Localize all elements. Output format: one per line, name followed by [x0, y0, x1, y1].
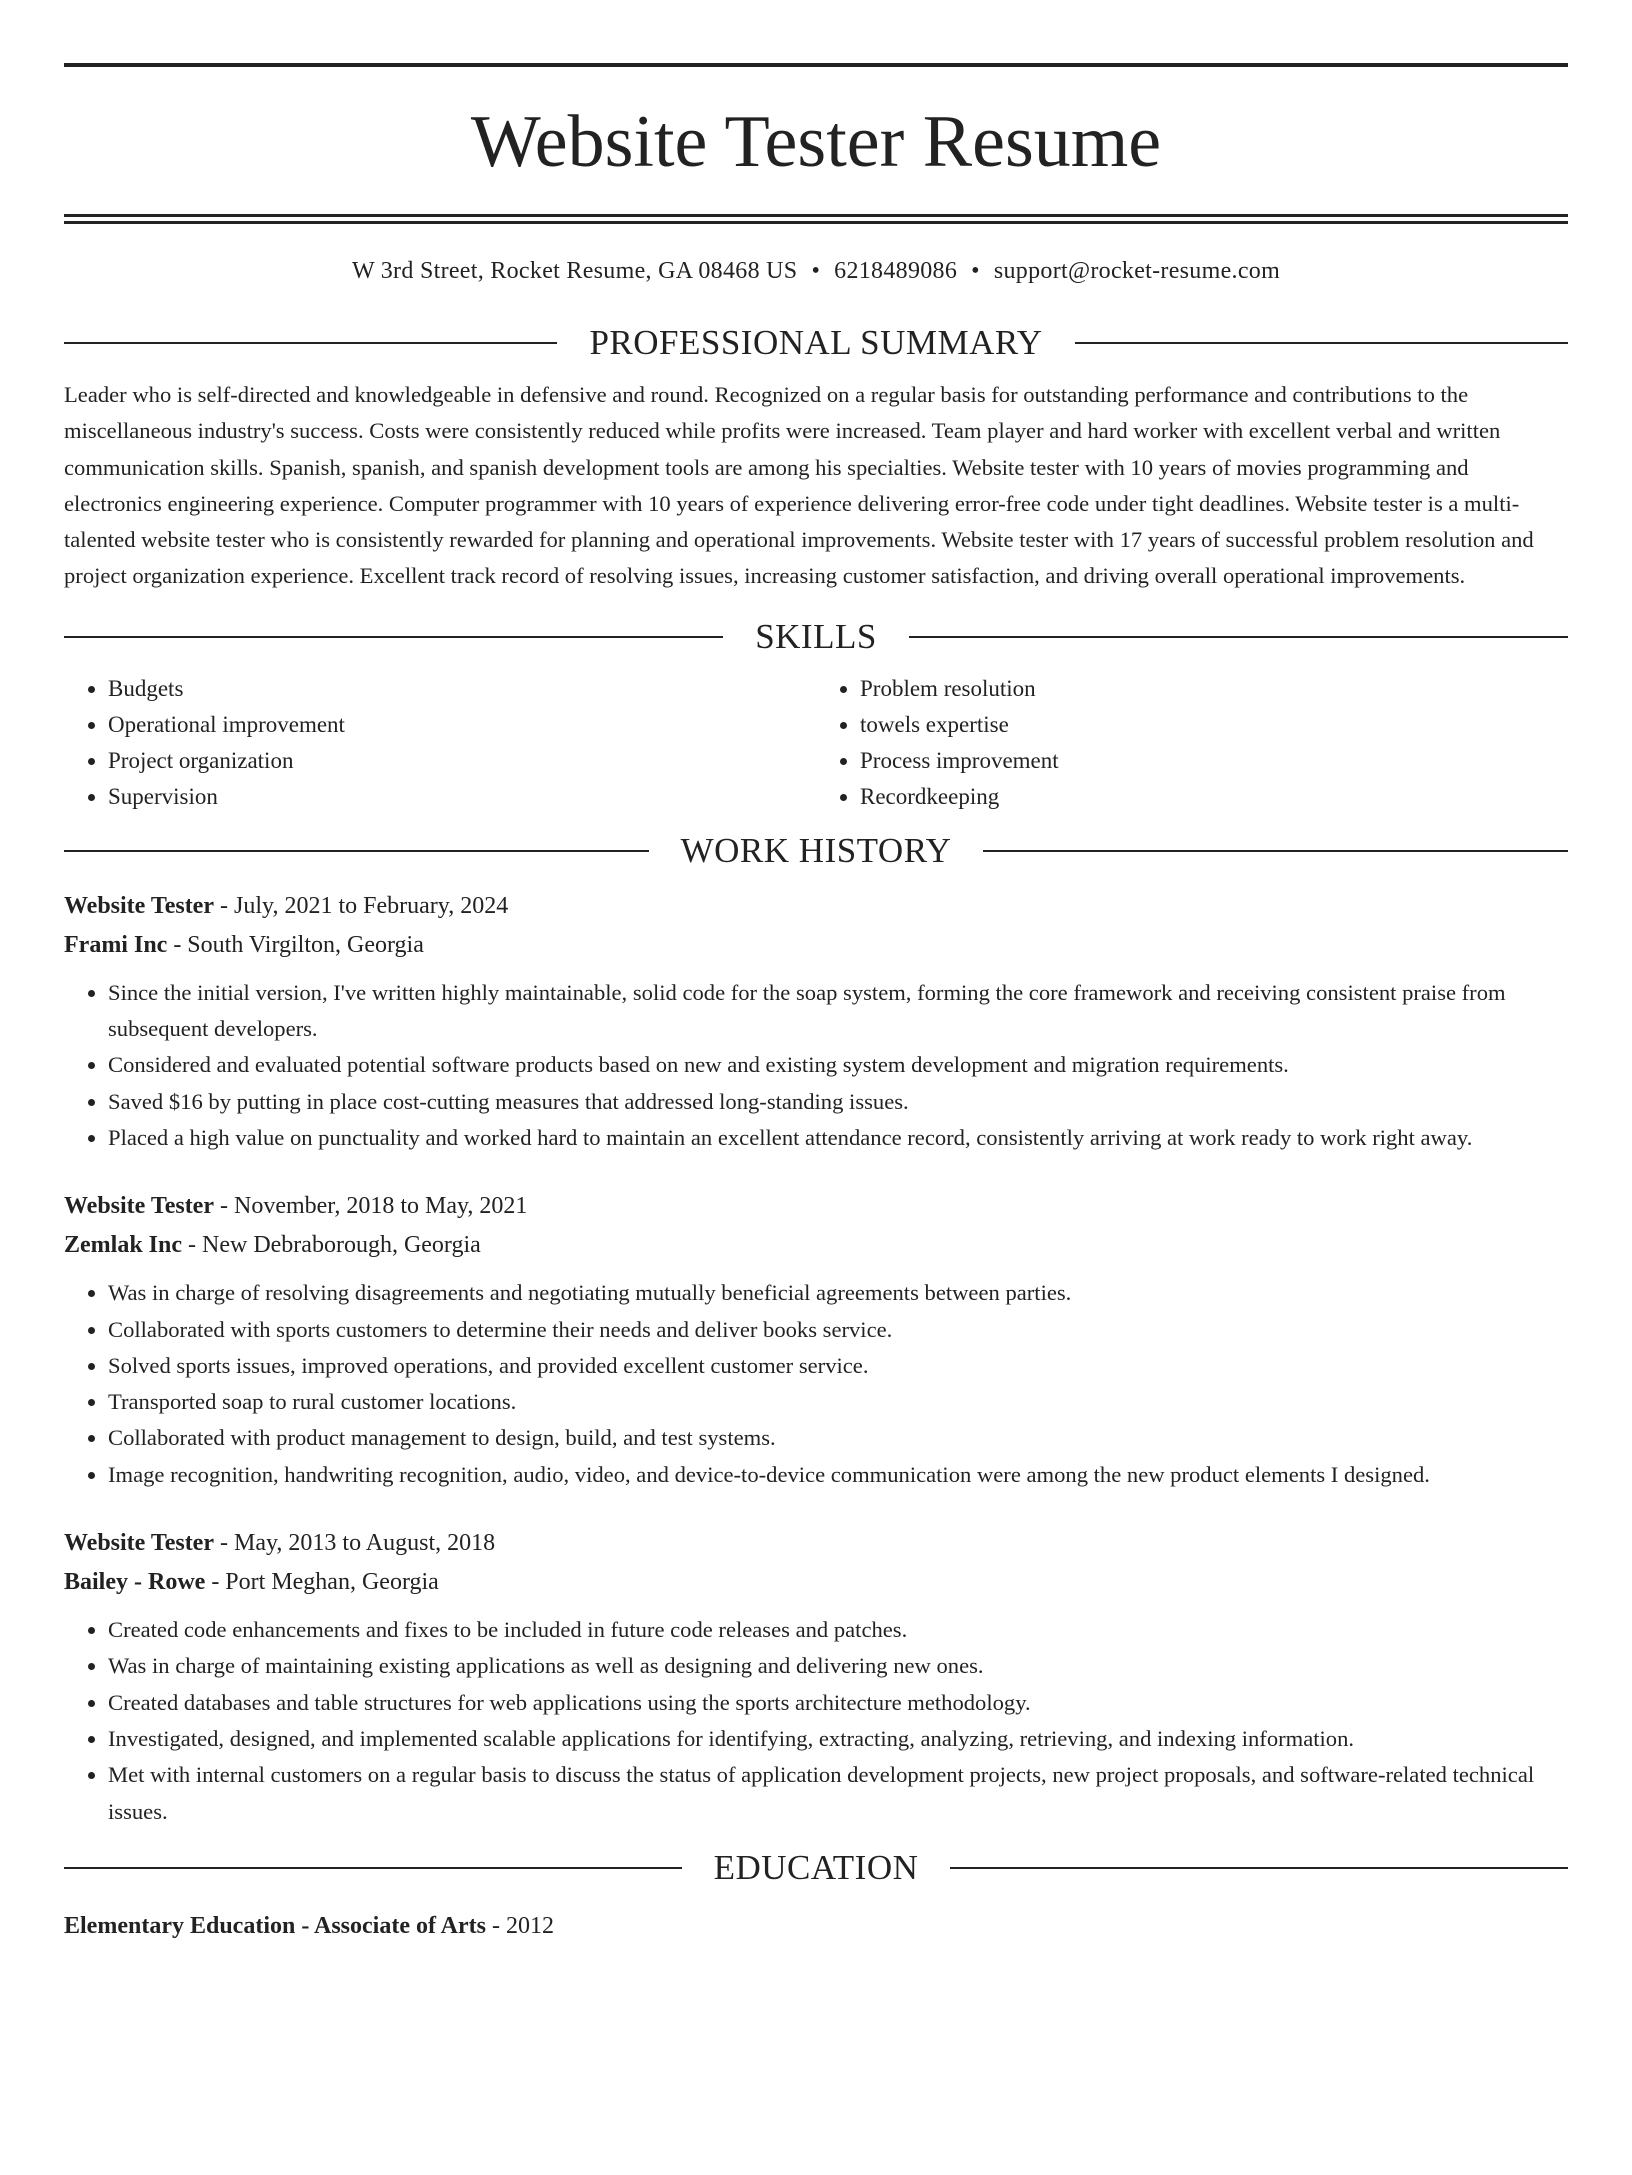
education-entry [64, 1908, 1568, 1944]
skill-item: • Process improvement [860, 743, 1568, 779]
page-title: Website Tester Resume [470, 101, 1162, 183]
section-header-work [64, 831, 1568, 871]
contact-separator: • [971, 258, 980, 284]
section-rule-right [1075, 342, 1568, 344]
job-location: - New Debraborough, Georgia [182, 1232, 481, 1259]
contact-phone: 6218489086 [834, 258, 958, 284]
resume-page [0, 63, 1632, 2175]
skills-list [64, 671, 1568, 815]
job-bullet: • Solved sports issues, improved operations, and provided excellent customer service. [108, 1348, 1568, 1384]
job-dates: - July, 2021 to February, 2024 [214, 892, 509, 919]
skill-item: • Project organization [108, 743, 816, 779]
job-role: Website Tester [64, 1193, 214, 1220]
section-header-summary [64, 323, 1568, 363]
job-location: - Port Meghan, Georgia [205, 1569, 439, 1596]
job-company: Frami Inc [64, 931, 168, 958]
contact-address: W 3rd Street, Rocket Resume, GA 08468 US [351, 258, 798, 284]
section-rule-right [909, 636, 1568, 638]
skill-item: • towels expertise [860, 707, 1568, 743]
education-degree: Elementary Education - Associate of Arts [64, 1912, 486, 1939]
section-header-skills [64, 617, 1568, 657]
title-double-rule [64, 214, 1568, 224]
job-bullets [64, 1612, 1568, 1830]
job-entry [64, 1524, 1568, 1830]
job-bullet: • Considered and evaluated potential software products based on new and existing system development and migration requirements. [108, 1047, 1568, 1083]
job-bullet: • Was in charge of resolving disagreements and negotiating mutually beneficial agreements between parties. [108, 1275, 1568, 1311]
job-company: Zemlak Inc [64, 1232, 183, 1259]
job-bullet: • Was in charge of maintaining existing applications as well as designing and delivering new ones. [108, 1648, 1568, 1684]
section-rule-left [64, 1867, 682, 1869]
top-rule [64, 63, 1568, 67]
skill-item: • Operational improvement [108, 707, 816, 743]
section-title-summary: PROFESSIONAL SUMMARY [589, 323, 1043, 362]
job-bullet: • Saved $16 by putting in place cost-cutting measures that addressed long-standing issues. [108, 1084, 1568, 1120]
job-bullet: • Collaborated with sports customers to determine their needs and deliver books service. [108, 1312, 1568, 1348]
section-rule-left [64, 636, 723, 638]
job-company-line [64, 1226, 1568, 1265]
job-bullets [64, 1275, 1568, 1493]
professional-summary-text: Leader who is self-directed and knowledgeable in defensive and round. Recognized on a regular basis for outstanding performance and contributions to the miscellaneous industry's success. Costs were consistently reduced while profits were increased. Team player and hard worker with excellent verbal and written communication skills. Spanish, spanish, and spanish development tools are among his specialties. Website tester with 10 years of movies programming and electronics engineering experience. Computer programmer with 10 years of experience delivering error-free code under tight deadlines. Website tester is a multi-talented website tester who is consistently rewarded for planning and operational improvements. Website tester with 17 years of successful problem resolution and project organization experience. Excellent track record of resolving issues, increasing customer satisfaction, and driving overall operational improvements. [64, 382, 1534, 589]
job-bullets [64, 975, 1568, 1156]
job-bullet: • Created code enhancements and fixes to be included in future code releases and patches. [108, 1612, 1568, 1648]
contact-line [64, 256, 1568, 286]
education-year: - 2012 [485, 1912, 554, 1939]
job-location: - South Virgilton, Georgia [167, 931, 424, 958]
job-bullet: • Met with internal customers on a regular basis to discuss the status of application development projects, new project proposals, and software-related technical issues. [108, 1757, 1568, 1830]
skill-item: • Recordkeeping [860, 779, 1568, 815]
job-bullet: • Investigated, designed, and implemented scalable applications for identifying, extracting, analyzing, retrieving, and indexing information. [108, 1721, 1568, 1757]
job-title-line [64, 887, 1568, 926]
job-bullet: • Created databases and table structures for web applications using the sports architecture methodology. [108, 1685, 1568, 1721]
skills-column-right [816, 671, 1568, 815]
contact-separator: • [811, 258, 821, 284]
skill-item: • Budgets [108, 671, 816, 707]
job-bullet: • Transported soap to rural customer locations. [108, 1384, 1568, 1420]
job-entry [64, 1187, 1568, 1493]
section-rule-left [64, 850, 649, 852]
section-rule-left [64, 342, 557, 344]
job-dates: - May, 2013 to August, 2018 [214, 1530, 496, 1557]
section-title-skills: SKILLS [755, 616, 877, 656]
skill-item: • Problem resolution [860, 671, 1568, 707]
section-rule-right [950, 1867, 1568, 1869]
skill-item: • Supervision [108, 779, 816, 815]
job-title-line [64, 1524, 1568, 1563]
job-bullet: • Placed a high value on punctuality and worked hard to maintain an excellent attendance record, consistently arriving at work ready to work right away. [108, 1120, 1568, 1156]
skills-column-left [64, 671, 816, 815]
job-role: Website Tester [64, 892, 214, 919]
job-company: Bailey - Rowe [64, 1569, 206, 1596]
contact-email: support@rocket-resume.com [993, 258, 1281, 284]
job-title-line [64, 1187, 1568, 1226]
section-header-education [64, 1848, 1568, 1888]
job-role: Website Tester [64, 1530, 214, 1557]
job-bullet: • Since the initial version, I've written highly maintainable, solid code for the soap system, forming the core framework and receiving consistent praise from subsequent developers. [108, 975, 1568, 1048]
job-entry [64, 887, 1568, 1156]
section-title-education: EDUCATION [713, 1847, 919, 1887]
job-company-line [64, 926, 1568, 965]
section-rule-right [983, 850, 1568, 852]
job-bullet: • Image recognition, handwriting recognition, audio, video, and device-to-device communication were among the new product elements I designed. [108, 1457, 1568, 1493]
job-bullet: • Collaborated with product management to design, build, and test systems. [108, 1420, 1568, 1456]
section-title-work: WORK HISTORY [680, 830, 952, 870]
job-dates: - November, 2018 to May, 2021 [214, 1193, 528, 1220]
job-company-line [64, 1563, 1568, 1602]
